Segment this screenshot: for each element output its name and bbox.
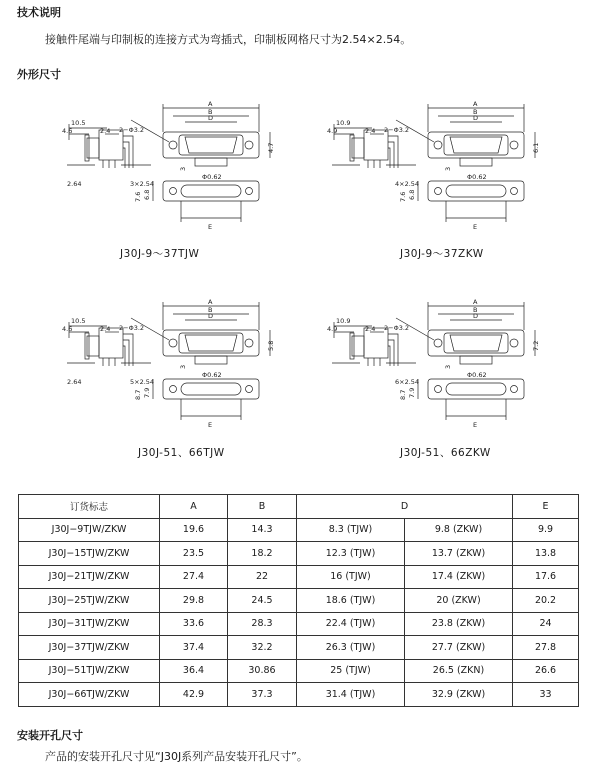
dim-label: Φ0.62 bbox=[202, 173, 222, 181]
dim-label: 2.64 bbox=[67, 378, 82, 386]
cell-b: 32.2 bbox=[228, 636, 297, 660]
cell-a: 36.4 bbox=[160, 659, 228, 683]
cell-d-tjw: 12.3 (TJW) bbox=[297, 542, 405, 566]
table-row bbox=[19, 683, 579, 707]
cell-b: 30.86 bbox=[228, 659, 297, 683]
cell-order-code: J30J−31TJW/ZKW bbox=[19, 612, 160, 636]
dim-label: B bbox=[208, 108, 213, 116]
cell-d-zkw: 27.7 (ZKW) bbox=[405, 636, 513, 660]
dim-label: 7.6 bbox=[399, 191, 407, 202]
cell-e: 27.8 bbox=[513, 636, 579, 660]
dim-label: 6.8 bbox=[143, 189, 151, 200]
dim-label: D bbox=[473, 312, 479, 320]
table-row bbox=[19, 542, 579, 566]
dim-label: 4.6 bbox=[62, 325, 73, 333]
tech-description: 接触件尾端与印制板的连接方式为弯插式，印制板网格尺寸为2.54×2.54。 bbox=[45, 33, 412, 46]
cell-d-tjw: 8.3 (TJW) bbox=[297, 518, 405, 542]
dim-label: 5.8 bbox=[267, 340, 275, 351]
dim-label: 6.1 bbox=[532, 142, 540, 153]
table-row bbox=[19, 636, 579, 660]
dim-label: 3 bbox=[444, 364, 452, 369]
table-row bbox=[19, 659, 579, 683]
dim-label: 4.7 bbox=[267, 142, 275, 153]
dim-label: E bbox=[208, 223, 213, 231]
cell-order-code: J30J−51TJW/ZKW bbox=[19, 659, 160, 683]
dim-label: 8.7 bbox=[399, 389, 407, 400]
install-description: 产品的安装开孔尺寸见“J30J系列产品安装开孔尺寸”。 bbox=[45, 750, 308, 763]
table-row bbox=[19, 589, 579, 613]
dim-label: 4.9 bbox=[327, 325, 338, 333]
dim-label: 4.9 bbox=[327, 127, 338, 135]
col-header-order-code: 订货标志 bbox=[19, 495, 160, 519]
dim-label: 3 bbox=[179, 166, 187, 171]
dim-label: E bbox=[473, 223, 478, 231]
cell-e: 24 bbox=[513, 612, 579, 636]
dim-label: 2−Φ3.2 bbox=[119, 126, 145, 134]
table-row bbox=[19, 612, 579, 636]
col-header-a: A bbox=[160, 495, 228, 519]
figure-zkw-51-66 bbox=[327, 298, 540, 429]
figure-caption: J30J-9～37ZKW bbox=[400, 248, 484, 260]
col-header-d: D bbox=[297, 495, 513, 519]
dim-label: Φ0.62 bbox=[467, 173, 487, 181]
table-row bbox=[19, 565, 579, 589]
cell-e: 20.2 bbox=[513, 589, 579, 613]
dim-label: 5×2.54 bbox=[130, 378, 155, 386]
cell-b: 24.5 bbox=[228, 589, 297, 613]
cell-order-code: J30J−37TJW/ZKW bbox=[19, 636, 160, 660]
dim-label: 2.4 bbox=[100, 325, 111, 333]
dim-label: 2−Φ3.2 bbox=[119, 324, 145, 332]
cell-a: 23.5 bbox=[160, 542, 228, 566]
dim-label: D bbox=[208, 114, 214, 122]
cell-a: 33.6 bbox=[160, 612, 228, 636]
dim-label: 10.9 bbox=[336, 119, 351, 127]
dimension-table bbox=[18, 494, 579, 707]
dim-label: Φ0.62 bbox=[467, 371, 487, 379]
dim-label: 2.4 bbox=[365, 325, 376, 333]
dim-label: 7.2 bbox=[532, 340, 540, 351]
cell-d-zkw: 17.4 (ZKW) bbox=[405, 565, 513, 589]
dim-label: 3 bbox=[444, 166, 452, 171]
cell-d-zkw: 9.8 (ZKW) bbox=[405, 518, 513, 542]
cell-d-tjw: 26.3 (TJW) bbox=[297, 636, 405, 660]
dim-label: 7.6 bbox=[134, 191, 142, 202]
cell-order-code: J30J−15TJW/ZKW bbox=[19, 542, 160, 566]
dim-label: 10.5 bbox=[71, 119, 86, 127]
cell-a: 37.4 bbox=[160, 636, 228, 660]
dim-label: 6.8 bbox=[408, 189, 416, 200]
figure-caption: J30J-51、66TJW bbox=[138, 447, 225, 459]
dim-label: 7.9 bbox=[408, 387, 416, 398]
dim-label: D bbox=[208, 312, 214, 320]
figure-zkw-9-37 bbox=[327, 100, 540, 231]
cell-order-code: J30J−21TJW/ZKW bbox=[19, 565, 160, 589]
dim-label: 7.9 bbox=[143, 387, 151, 398]
cell-order-code: J30J−9TJW/ZKW bbox=[19, 518, 160, 542]
dim-label: A bbox=[473, 298, 478, 306]
dim-label: 2−Φ3.2 bbox=[384, 126, 410, 134]
cell-e: 33 bbox=[513, 683, 579, 707]
dim-label: D bbox=[473, 114, 479, 122]
cell-b: 22 bbox=[228, 565, 297, 589]
dim-label: 2.64 bbox=[67, 180, 82, 188]
table-header-row bbox=[19, 495, 579, 519]
dim-label: A bbox=[473, 100, 478, 108]
cell-d-tjw: 25 (TJW) bbox=[297, 659, 405, 683]
cell-d-zkw: 20 (ZKW) bbox=[405, 589, 513, 613]
cell-a: 29.8 bbox=[160, 589, 228, 613]
dim-label: 2.4 bbox=[100, 127, 111, 135]
cell-d-zkw: 32.9 (ZKW) bbox=[405, 683, 513, 707]
outline-section-title: 外形尺寸 bbox=[17, 68, 61, 81]
dim-label: 3×2.54 bbox=[130, 180, 155, 188]
dim-label: 6×2.54 bbox=[395, 378, 420, 386]
cell-a: 19.6 bbox=[160, 518, 228, 542]
cell-e: 9.9 bbox=[513, 518, 579, 542]
dim-label: 4.6 bbox=[62, 127, 73, 135]
cell-b: 37.3 bbox=[228, 683, 297, 707]
cell-d-zkw: 13.7 (ZKW) bbox=[405, 542, 513, 566]
col-header-e: E bbox=[513, 495, 579, 519]
cell-e: 13.8 bbox=[513, 542, 579, 566]
figure-caption: J30J-9～37TJW bbox=[120, 248, 200, 260]
cell-e: 17.6 bbox=[513, 565, 579, 589]
dim-label: E bbox=[473, 421, 478, 429]
dim-label: B bbox=[473, 108, 478, 116]
dim-label: A bbox=[208, 298, 213, 306]
tech-section-title: 技术说明 bbox=[17, 6, 61, 19]
cell-a: 27.4 bbox=[160, 565, 228, 589]
dim-label: 2−Φ3.2 bbox=[384, 324, 410, 332]
cell-a: 42.9 bbox=[160, 683, 228, 707]
cell-d-tjw: 18.6 (TJW) bbox=[297, 589, 405, 613]
dim-label: B bbox=[208, 306, 213, 314]
cell-order-code: J30J−66TJW/ZKW bbox=[19, 683, 160, 707]
dim-label: 2.4 bbox=[365, 127, 376, 135]
cell-d-tjw: 31.4 (TJW) bbox=[297, 683, 405, 707]
cell-e: 26.6 bbox=[513, 659, 579, 683]
dim-label: B bbox=[473, 306, 478, 314]
figure-caption: J30J-51、66ZKW bbox=[400, 447, 491, 459]
dim-label: 4×2.54 bbox=[395, 180, 420, 188]
cell-b: 28.3 bbox=[228, 612, 297, 636]
dim-label: Φ0.62 bbox=[202, 371, 222, 379]
cell-d-tjw: 16 (TJW) bbox=[297, 565, 405, 589]
cell-b: 14.3 bbox=[228, 518, 297, 542]
cell-order-code: J30J−25TJW/ZKW bbox=[19, 589, 160, 613]
dim-label: 3 bbox=[179, 364, 187, 369]
cell-b: 18.2 bbox=[228, 542, 297, 566]
cell-d-tjw: 22.4 (TJW) bbox=[297, 612, 405, 636]
figure-tjw-9-37 bbox=[62, 100, 275, 231]
dim-label: 8.7 bbox=[134, 389, 142, 400]
table-row bbox=[19, 518, 579, 542]
cell-d-zkw: 23.8 (ZKW) bbox=[405, 612, 513, 636]
dim-label: A bbox=[208, 100, 213, 108]
cell-d-zkw: 26.5 (ZKN) bbox=[405, 659, 513, 683]
col-header-b: B bbox=[228, 495, 297, 519]
dim-label: 10.5 bbox=[71, 317, 86, 325]
install-section-title: 安装开孔尺寸 bbox=[17, 729, 83, 742]
dim-label: 10.9 bbox=[336, 317, 351, 325]
figure-tjw-51-66 bbox=[62, 298, 275, 429]
dim-label: E bbox=[208, 421, 213, 429]
